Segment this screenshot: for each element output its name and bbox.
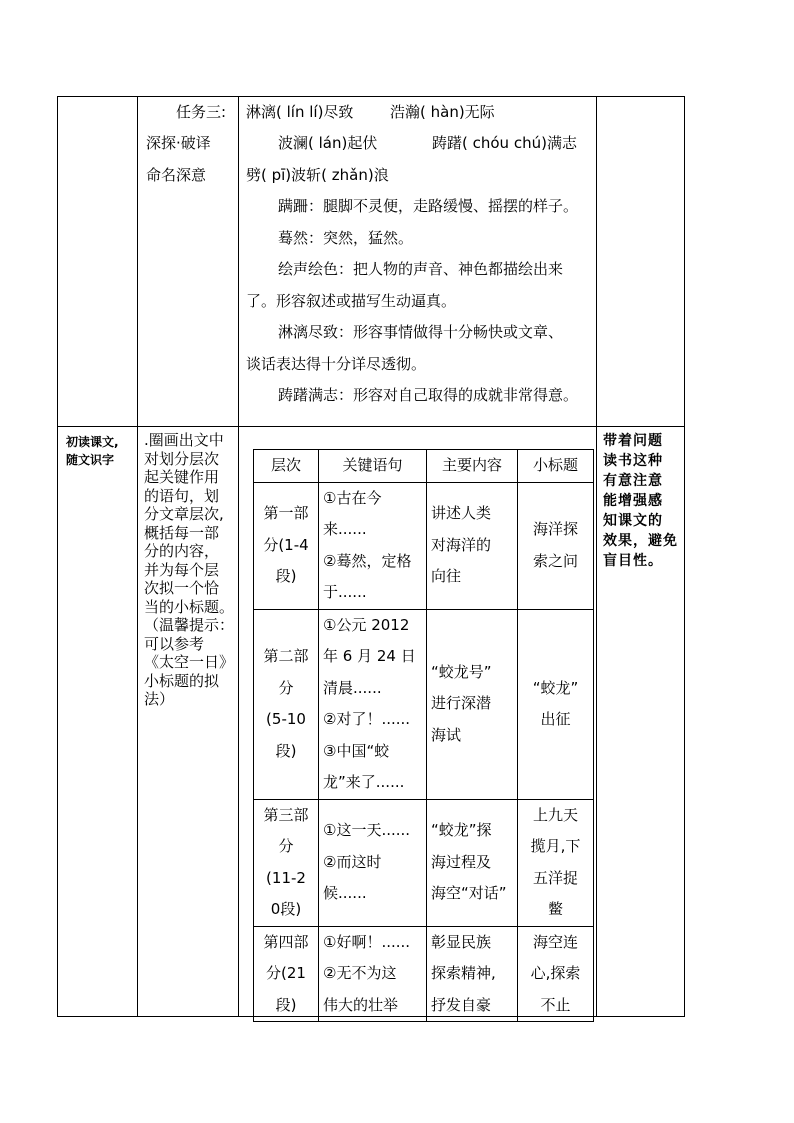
purpose-line: 效果，避免	[603, 533, 678, 549]
subtitle-cell	[518, 926, 594, 1022]
instruction-line: 当的小标题。	[144, 597, 235, 616]
subtitle-cell	[518, 799, 594, 926]
content-cell	[427, 482, 518, 609]
table-row	[254, 482, 594, 609]
cell-line: 海空连	[532, 932, 578, 951]
header-level: 层次	[254, 450, 319, 483]
cell-line: 年 6 月 24 日	[323, 647, 416, 665]
cell-line: 龙”来了......	[323, 773, 405, 791]
cell-line: 段)	[275, 995, 297, 1014]
definition-3b: 了。形容叙述或描写生动逼真。	[246, 292, 457, 310]
task-label-line-2: 深探·破译	[146, 134, 211, 152]
level-cell	[254, 609, 319, 799]
structure-table	[253, 449, 594, 1022]
vocab-line-1a: 淋漓( lín lí)尽致	[246, 103, 354, 121]
cell-line: 海空“对话”	[431, 884, 507, 903]
cell-line: 海试	[431, 725, 462, 744]
cell-line: 分(21	[266, 964, 306, 982]
cell-line: ①公元 2012	[323, 615, 410, 634]
cell-line: 分(1-4	[263, 535, 309, 554]
cell-line: 五洋捉	[532, 868, 578, 887]
cell-line: 海过程及	[431, 852, 492, 871]
row-divider	[57, 426, 685, 427]
task-label-line-3: 命名深意	[146, 166, 207, 184]
definition-4b: 谈话表达得十分详尽透彻。	[246, 355, 427, 373]
instruction-line: 概括每一部	[144, 523, 220, 542]
cell-line: ③中国“蛟	[323, 741, 390, 760]
header-main-content: 主要内容	[427, 450, 518, 483]
task-label-line-1: 任务三:	[176, 103, 227, 121]
table-row	[254, 609, 594, 799]
table-row	[254, 799, 594, 926]
cell-line: 不止	[540, 995, 571, 1014]
definition-4a: 淋漓尽致：形容事情做得十分畅快或文章、	[278, 323, 564, 341]
header-key-sentences: 关键语句	[319, 450, 427, 483]
instruction-line: 的语句，划	[144, 486, 220, 505]
cell-line: 抒发自豪	[431, 995, 492, 1014]
cell-line: 向往	[431, 567, 462, 586]
cell-line: 索之问	[532, 551, 578, 570]
purpose-line: 读书这种	[603, 453, 663, 469]
level-cell	[254, 482, 319, 609]
cell-line: 伟大的壮举	[323, 995, 399, 1014]
cell-line: 揽月,下	[530, 837, 581, 855]
instruction-line: 小标题的拟	[144, 671, 220, 690]
definition-1: 蹒跚：腿脚不灵便，走路缓慢、摇摆的样子。	[278, 197, 579, 215]
column-divider-1	[137, 96, 138, 1017]
structure-header-row	[254, 450, 594, 483]
key-sentence-cell	[319, 609, 427, 799]
cell-line: “蛟龙号”	[431, 662, 492, 681]
column-divider-2	[238, 96, 239, 1017]
instruction-line: 起关键作用	[144, 468, 220, 486]
vocab-line-1b: 浩瀚( hàn)无际	[390, 103, 495, 121]
purpose-line: 有意注意	[603, 473, 663, 489]
instruction-line: 法）	[144, 690, 175, 708]
cell-line: 分	[278, 837, 294, 855]
level-cell	[254, 926, 319, 1022]
table-row	[254, 926, 594, 1022]
purpose-line: 盲目性。	[603, 553, 663, 569]
cell-line: 第四部	[263, 932, 309, 951]
cell-line: “蛟龙”探	[431, 821, 492, 840]
level-cell	[254, 799, 319, 926]
cell-line: ①这一天......	[323, 821, 411, 840]
instruction-line: 《太空一日》	[144, 653, 235, 671]
instruction-line: 并为每个层	[144, 560, 220, 579]
cell-line: 段)	[275, 567, 297, 586]
cell-line: 讲述人类	[431, 504, 492, 523]
column-divider-3	[596, 96, 597, 1017]
cell-line: 探索精神,	[431, 964, 496, 982]
cell-line: (5-10	[266, 710, 306, 728]
instruction-line: 可以参考	[144, 634, 205, 653]
subtitle-cell	[518, 482, 594, 609]
instructions-text	[144, 431, 236, 709]
cell-line: 进行深潜	[431, 694, 492, 713]
cell-line: 对海洋的	[431, 535, 492, 554]
section-label-2: 随文识字	[66, 453, 115, 467]
key-sentence-cell	[319, 926, 427, 1022]
header-subtitle: 小标题	[518, 450, 594, 483]
cell-line: (11-2	[266, 868, 306, 887]
definition-5: 踌躇满志：形容对自己取得的成就非常得意。	[278, 386, 579, 404]
cell-line: ②蓦然，定格	[323, 551, 412, 570]
key-sentence-cell	[319, 799, 427, 926]
cell-line: ①古在今	[323, 488, 382, 507]
content-cell	[427, 926, 518, 1022]
instruction-line: .圈画出文中	[144, 431, 224, 449]
cell-line: 0段)	[270, 900, 302, 918]
cell-line: 心,探索	[530, 964, 581, 982]
cell-line: 分	[278, 678, 294, 697]
vocab-line-3: 劈( pī)波斩( zhǎn)浪	[246, 166, 389, 184]
cell-line: 上九天	[532, 805, 578, 824]
cell-line: 出征	[540, 710, 571, 728]
cell-line: 第三部	[263, 805, 309, 824]
cell-line: 海洋探	[532, 520, 578, 538]
instruction-line: 对划分层次	[144, 449, 220, 468]
cell-line: ②而这时	[323, 852, 382, 871]
purpose-text	[603, 431, 679, 571]
instruction-line: （温馨提示：	[144, 616, 235, 634]
cell-line: 彰显民族	[431, 932, 492, 951]
content-cell	[427, 799, 518, 926]
definition-2: 蓦然：突然，猛然。	[278, 229, 414, 247]
cell-line: ①好啊！......	[323, 932, 411, 951]
cell-line: 第二部	[263, 647, 309, 665]
cell-line: “蛟龙”	[532, 678, 579, 697]
cell-line: 来......	[323, 520, 367, 538]
key-sentence-cell	[319, 482, 427, 609]
content-cell	[427, 609, 518, 799]
cell-line: 候......	[323, 884, 367, 903]
purpose-line: 带着问题	[603, 433, 663, 449]
cell-line: 于......	[323, 583, 367, 601]
vocab-line-2b: 踌躇( chóu chú)满志	[432, 134, 577, 152]
subtitle-cell	[518, 609, 594, 799]
cell-line: ②对了！......	[323, 710, 411, 728]
instruction-line: 分文章层次,	[144, 505, 224, 523]
cell-line: 第一部	[263, 504, 309, 523]
cell-line: 段)	[275, 741, 297, 760]
cell-line: 鳖	[547, 900, 563, 918]
instruction-line: 分的内容，	[144, 542, 220, 560]
instruction-line: 次拟一个恰	[144, 579, 220, 597]
purpose-line: 能增强感	[603, 493, 663, 509]
definition-3a: 绘声绘色：把人物的声音、神色都描绘出来	[278, 260, 564, 278]
section-label-1: 初读课文,	[66, 435, 119, 449]
vocab-line-2a: 波澜( lán)起伏	[278, 134, 378, 152]
purpose-line: 知课文的	[603, 513, 663, 529]
cell-line: ②无不为这	[323, 964, 397, 982]
cell-line: 清晨......	[323, 678, 382, 697]
